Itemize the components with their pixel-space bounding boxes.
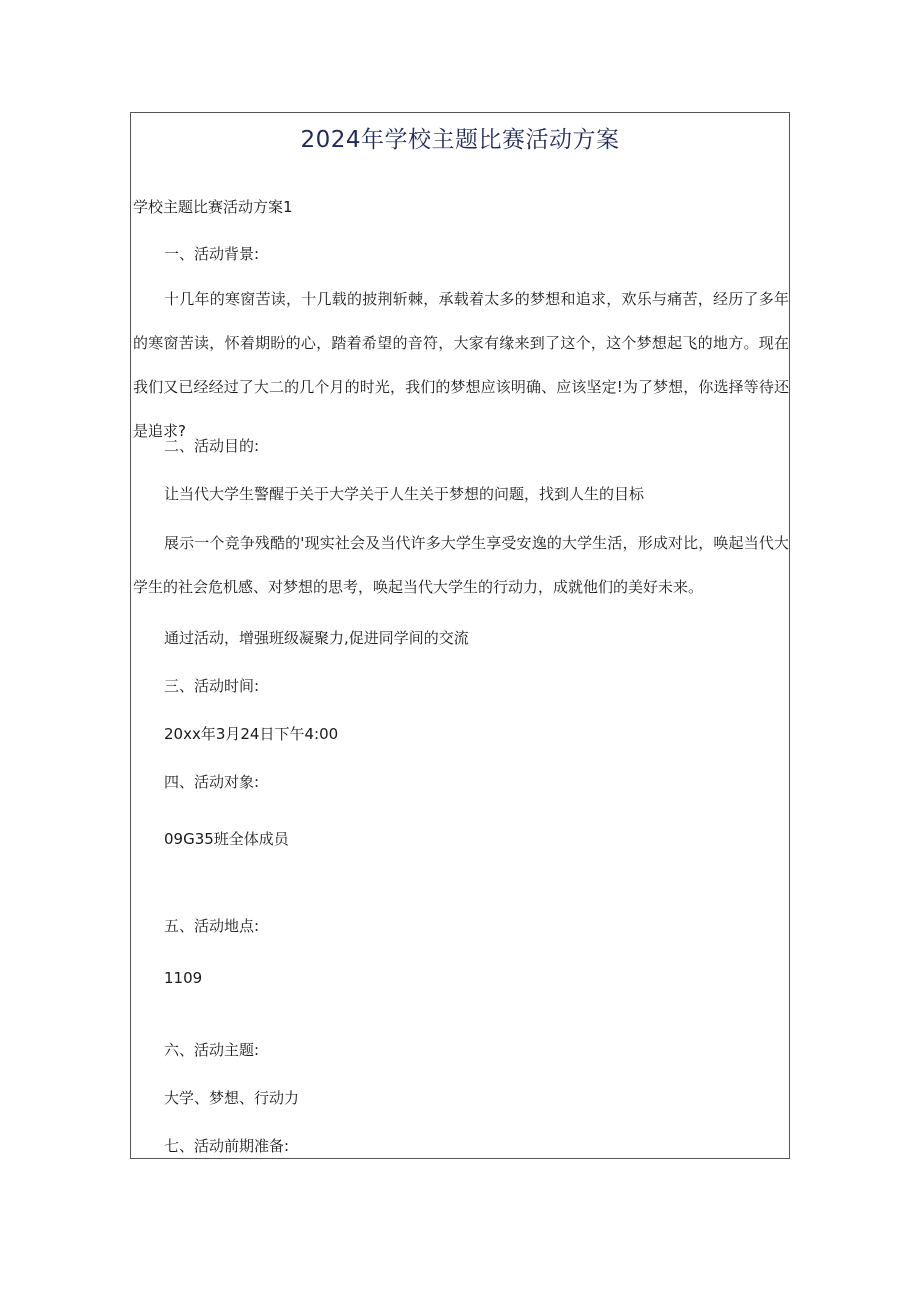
theme-value: 大学、梦想、行动力 — [164, 1089, 300, 1107]
target-value: 09G35班全体成员 — [164, 830, 289, 848]
purpose-line-3: 通过活动，增强班级凝聚力,促进同学间的交流 — [164, 629, 469, 647]
location-heading: 五、活动地点: — [164, 917, 260, 935]
purpose-heading: 二、活动目的: — [164, 437, 260, 455]
document-title: 2024年学校主题比赛活动方案 — [300, 127, 620, 153]
purpose-line-2: 展示一个竞争残酷的'现实社会及当代许多大学生享受安逸的大学生活，形成对比，唤起当代大学生的社会危机感、对梦想的思考，唤起当代大学生的行动力，成就他们的美好未来。 — [133, 534, 789, 596]
location-value: 1109 — [164, 969, 203, 987]
document-subtitle: 学校主题比赛活动方案1 — [133, 198, 293, 216]
background-text: 十几年的寒窗苦读，十几载的披荆斩棘，承载着太多的梦想和追求，欢乐与痛苦，经历了多年的寒窗苦读，怀着期盼的心，踏着希望的音符，大家有缘来到了这个，这个梦想起飞的地方。现在我们又已经经过了大二的几个月的时光，我们的梦想应该明确、应该坚定!为了梦想，你选择等待还是追求? — [133, 290, 789, 440]
document-page — [130, 112, 790, 1159]
prep-heading: 七、活动前期准备: — [164, 1137, 290, 1155]
target-heading: 四、活动对象: — [164, 773, 260, 791]
background-heading: 一、活动背景: — [164, 245, 260, 263]
purpose-line-1: 让当代大学生警醒于关于大学关于人生关于梦想的问题，找到人生的目标 — [164, 485, 645, 503]
time-value: 20xx年3月24日下午4:00 — [164, 725, 339, 743]
time-heading: 三、活动时间: — [164, 677, 260, 695]
theme-heading: 六、活动主题: — [164, 1041, 260, 1059]
